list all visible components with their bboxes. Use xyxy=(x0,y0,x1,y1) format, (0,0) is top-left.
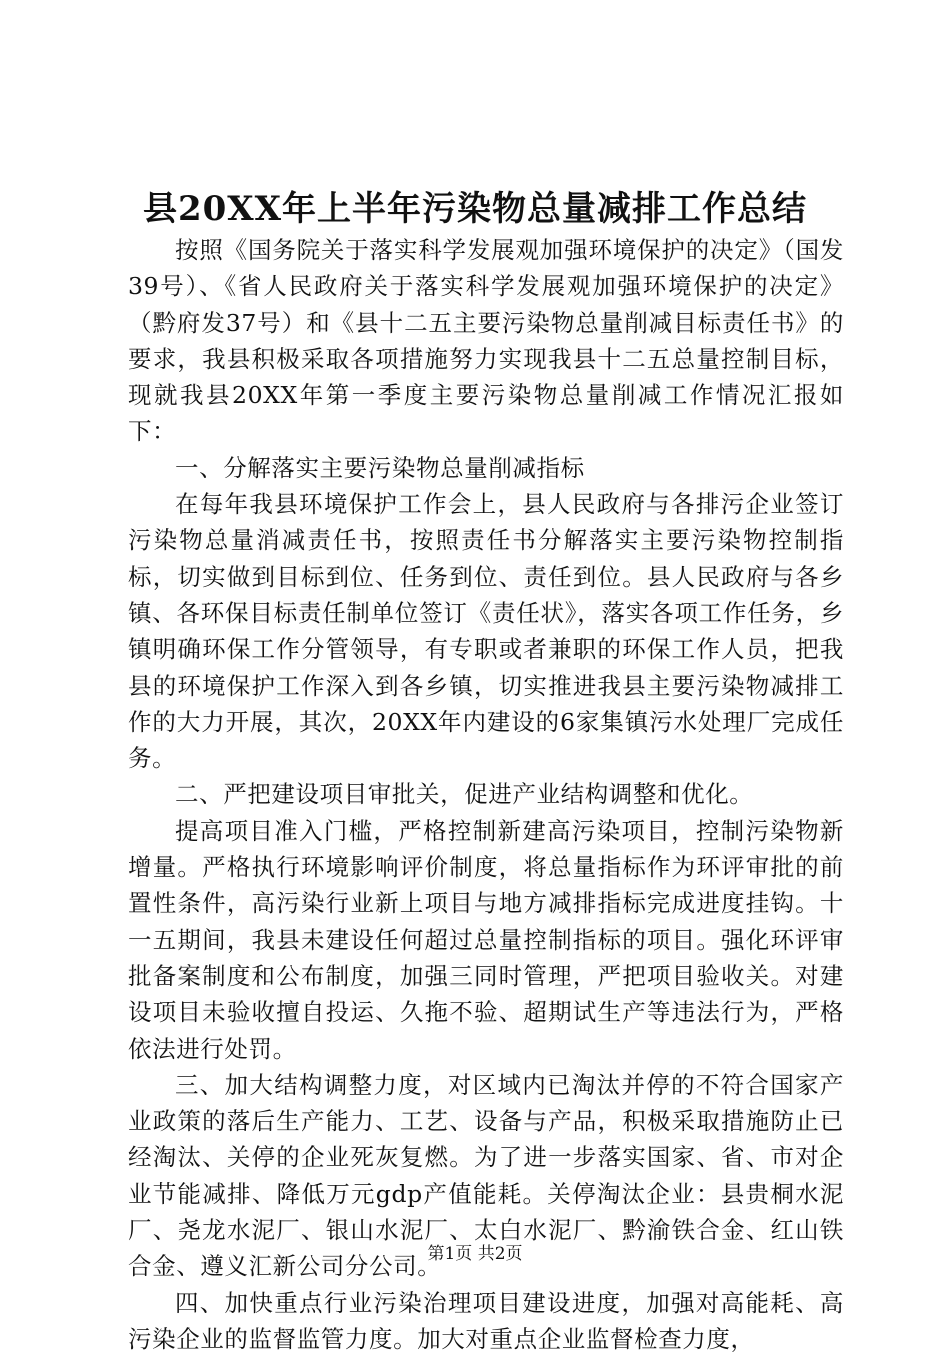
page-number-footer: 第1页 共2页 xyxy=(427,1244,523,1264)
section-heading-2: 二、严把建设项目审批关，促进产业结构调整和优化。 xyxy=(175,780,754,809)
section-2-paragraph: 提高项目准入门槛，严格控制新建高污染项目，控制污染物新增量。严格执行环境影响评价制度，将总量指标作为环评审批的前置性条件，高污染行业新上项目与地方减排指标完成进度挂钩。十一五期间，我县未建设任何超过总量控制指标的项目。强化环评审批备案制度和公布制度，加强三同时管理，严把项目验收关。对建设项目未验收擅自投运、久拖不验、超期试生产等违法行为，严格依法进行处罚。 xyxy=(128,816,844,1063)
document-body xyxy=(128,232,844,1357)
section-1-paragraph: 在每年我县环境保护工作会上，县人民政府与各排污企业签订污染物总量消减责任书，按照责任书分解落实主要污染物控制指标，切实做到目标到位、任务到位、责任到位。县人民政府与各乡镇、各环保目标责任制单位签订《责任状》，落实各项工作任务，乡镇明确环保工作分管领导，有专职或者兼职的环保工作人员，把我县的环境保护工作深入到各乡镇，切实推进我县主要污染物减排工作的大力开展，其次，20XX年内建设的6家集镇污水处理厂完成任务。 xyxy=(128,490,844,773)
section-heading-1: 一、分解落实主要污染物总量削减指标 xyxy=(175,453,585,482)
document-title: 县20XX年上半年污染物总量减排工作总结 xyxy=(142,189,808,229)
section-4-paragraph: 四、加快重点行业污染治理项目建设进度，加强对高能耗、高污染企业的监督监管力度。加大对重点企业监督检查力度， xyxy=(128,1288,844,1353)
intro-paragraph: 按照《国务院关于落实科学发展观加强环境保护的决定》（国发39号）、《省人民政府关于落实科学发展观加强环境保护的决定》（黔府发37号）和《县十二五主要污染物总量削减目标责任书》的要求，我县积极采取各项措施努力实现我县十二五总量控制目标，现就我县20XX年第一季度主要污染物总量削减工作情况汇报如下： xyxy=(128,236,844,446)
section-3-paragraph: 三、加大结构调整力度，对区域内已淘汰并停的不符合国家产业政策的落后生产能力、工艺、设备与产品，积极采取措施防止已经淘汰、关停的企业死灰复燃。为了进一步落实国家、省、市对企业节能减排、降低万元gdp产值能耗。关停淘汰企业：县贵桐水泥厂、尧龙水泥厂、银山水泥厂、太白水泥厂、黔渝铁合金、红山铁合金、遵义汇新公司分公司。 xyxy=(128,1070,844,1281)
